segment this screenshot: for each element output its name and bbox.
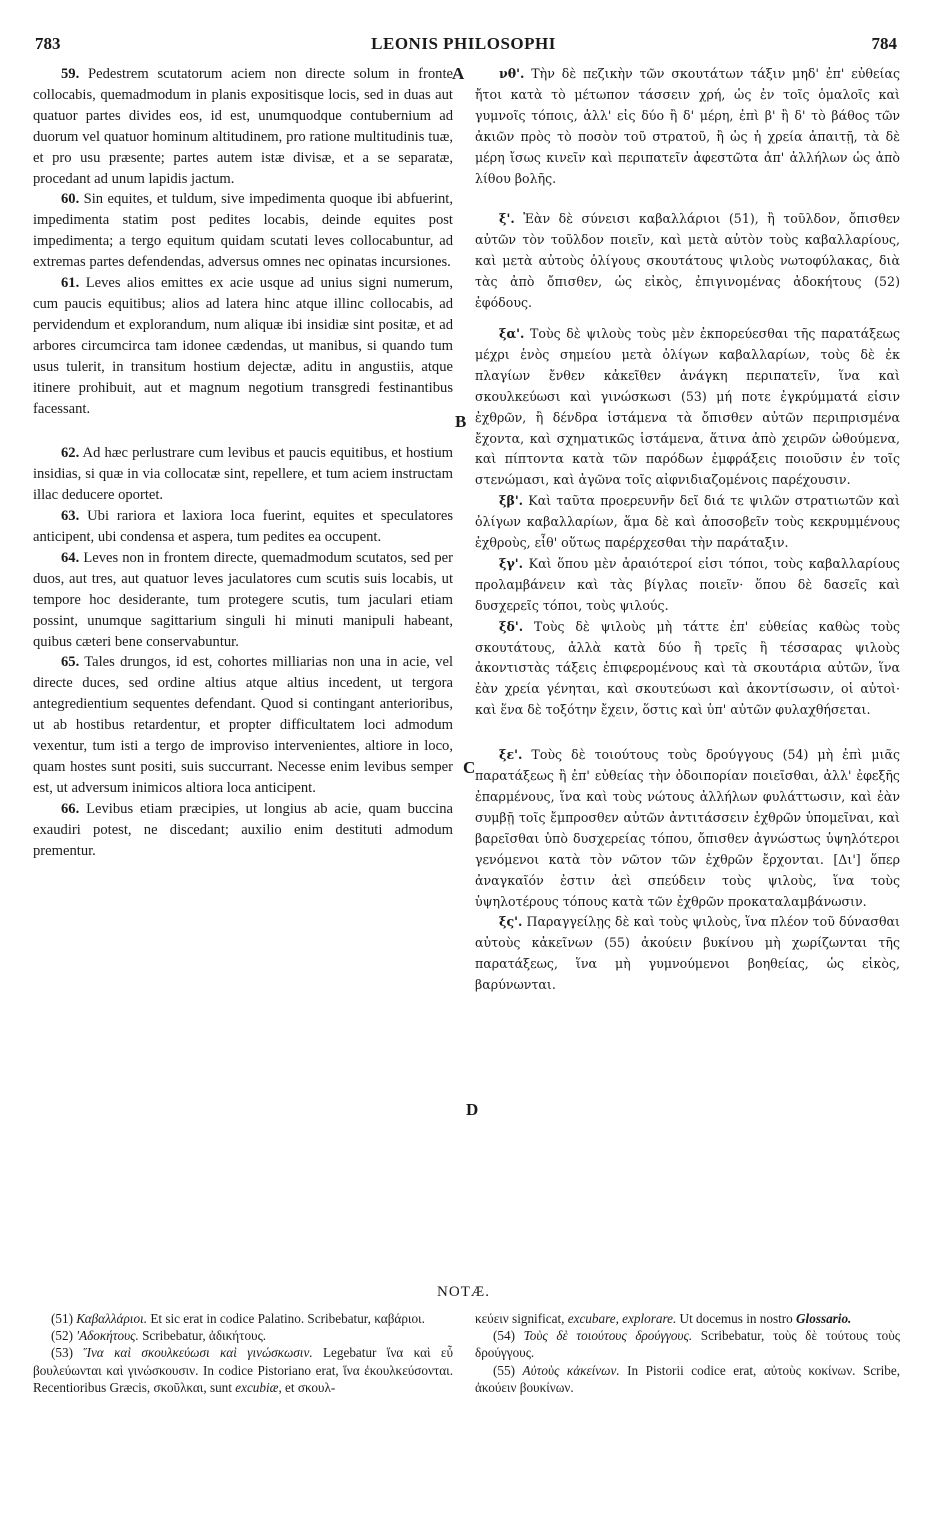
section-marker-b: B (455, 412, 467, 431)
note-term: Glossario. (796, 1311, 852, 1326)
greek-paragraph-61 (475, 324, 900, 491)
note-term: excubare, explorare. (567, 1311, 677, 1326)
paragraph-text: Pedestrem scutatorum aciem non directe solum in fronte collocabis, quemadmodum in planis expositisque locis, sed in duas aut quatuor partes divides eos, id est, unumquodque contubernium ad duorum vel quatuor hominum altitudinem, pro ratione multitudinis tuæ, et pro usu præsente; partes autem istæ divisæ, et a se separatæ, procedant ad unum lapidis jactum. (33, 66, 453, 187)
note-lemma: Ἵνα καὶ σκουλκεύωσι καὶ γινώσκωσιν. (83, 1345, 313, 1361)
paragraph-number: ξα'. (499, 325, 525, 341)
note-term: excubiæ (235, 1379, 279, 1395)
paragraph-number: νθ'. (499, 66, 525, 81)
greek-paragraph-66 (475, 912, 900, 996)
note-text: κεύειν significat, (475, 1311, 568, 1326)
note-lemma: Τοὺς δὲ τοιούτους δρούγγους. (523, 1328, 693, 1344)
paragraph-number: 63. (61, 508, 80, 525)
greek-paragraph-65 (475, 745, 900, 912)
note-text: Et sic erat in codice Palatino. Scribebatur, καβάριοι. (147, 1311, 425, 1326)
paragraph-number: 65. (61, 654, 80, 671)
paragraph-text: Τοὺς δὲ τοιούτους τοὺς δρούγγους (54) μὴ ἐπὶ μιᾶς παρατάξεως ἢ ἐπ' εὐθείας τὴν ὁδοιπορίαν ποιεῖσθαι, ἀλλ' ἐφεξῆς ἐπαρμένους, ἵνα καὶ τοὺς νώτους ἀλλήλων φυλάττωσιν, καὶ ἐὰν συμβῇ τοῖς ἔμπροσθεν αὐτῶν ἀντιτάσσειν ἐχθρῶν ὑπομεῖναι, καὶ βαρεῖσθαι ὑπὸ δυσχερείας τόπου, ὄπισθεν ἀγνώστως ὑψηλότεροι γενόμενοι κατὰ τὸν νῶτον τῶν ἐχθρῶν ἔρχονται. [Δι'] ὅπερ ἀναγκαῖόν ἐστιν ἀεὶ σπεύδειν τοὺς ψιλοὺς, ἵνα τοὺς ὑψηλοτέρους τόπους κατὰ τῶν ἐχθρῶν προκαταλαμβάνωσιν. (475, 747, 900, 909)
paragraph-number: ξς'. (499, 914, 523, 930)
paragraph-text: Παραγγείλῃς δὲ καὶ τοὺς ψιλοὺς, ἵνα πλέον τοῦ δύνασθαι αὐτοὺς κἀκεῖνων (55) ἀκούειν βυκίνου μὴ χωρίζωνται τῆς παρατάξεως, ἵνα μὴ γυμνούμενοι βοηθείας, ὡς εἰκὸς, βαρύνωνται. (475, 914, 900, 993)
paragraph-text: Leves alios emittes ex acie usque ad unius signi numerum, cum paucis equitibus; alios ad latera hinc atque illinc collocabis, ad pervidendum et explorandum, num aliquæ ibi insidiæ sint positæ, et ad arbores circumcirca tam idonee cædendas, ut manibus, si quando tum usus tulerit, in transitum hostium dejectæ, aditu in angustiis, atque itinere prohibuit, aut et magnum negotium transgredi festinantibus facessant. (33, 275, 453, 417)
note-label: (54) (493, 1328, 515, 1344)
latin-paragraph-65 (33, 652, 453, 798)
greek-paragraph-62 (475, 491, 900, 554)
note-label: (55) (493, 1362, 515, 1378)
greek-column (475, 64, 900, 996)
note-label: (52) (51, 1328, 73, 1344)
latin-paragraph-59 (33, 64, 453, 189)
note-lemma: 'Αδοκήτους. (76, 1328, 139, 1344)
paragraph-number: ξβ'. (499, 493, 524, 509)
section-marker-a: A (452, 64, 465, 83)
note-text-tail: , et σκουλ- (278, 1379, 336, 1395)
note-55 (475, 1362, 900, 1396)
paragraph-text: Τὴν δὲ πεζικὴν τῶν σκουτάτων τάξιν μηδ' ἐπ' εὐθείας ἤτοι κατὰ τὸ μέτωπον τάσσειν χρή, ὡς ἐν τοῖς ὁμαλοῖς καὶ γυμνοῖς τόποις, ἀλλ' εἰς δύο ἢ δ' μέρη, ἐπὶ β' ἢ δ' τὸ βάθος τῶν ἀκιῶν πρὸς τὸ ποσὸν τοῦ στρατοῦ, ἢ ὡς ἡ χρεία ἀπαιτῇ, τὰ δὲ μέρη ἴσως κινεῖν καὶ περιπατεῖν ἀφεστῶτα ἀπ' ἀλλήλων ὡς ἀπὸ λίθου βολῆς. (475, 66, 900, 186)
paragraph-text: Ubi rariora et laxiora loca fuerint, equites et speculatores anticipent, ubi condensa et aspera, tum pedites ea occupent. (33, 508, 453, 546)
paragraph-number: 64. (61, 549, 80, 566)
latin-column (33, 64, 453, 862)
paragraph-number: ξ'. (499, 211, 515, 227)
paragraph-text: Ad hæc perlustrare cum levibus et paucis equitibus, et hostium insidias, si quæ in via collocatæ sint, repellere, et tum aciem instructam illac deducere oportet. (33, 445, 453, 504)
paragraph-number: ξγ'. (499, 555, 524, 571)
note-text: Legebatur ἵνα καὶ εὖ βουλεύωνται καὶ γινώσκουσιν. In codice Pistoriano erat, ἵνα ἐκουλκεύσονται. Recentioribus Græcis, σκοῦλκαι, sunt (33, 1345, 453, 1395)
paragraph-number: 60. (61, 191, 80, 208)
paragraph-text: Levibus etiam præcipies, ut longius ab acie, quam buccina exaudiri potest, ne discedant; auxilio enim destituti admodum prementur. (33, 800, 453, 859)
note-53-continued (475, 1310, 900, 1327)
latin-paragraph-66 (33, 799, 453, 862)
paragraph-text: Καὶ ὅπου μὲν ἀραιότεροί εἰσι τόποι, τοὺς καβαλλαρίους προλαμβάνειν καὶ τὰς βίγλας ποιεῖν· ὅπου δὲ δασεῖς καὶ δυσχερεῖς τόποι, τοὺς ψιλούς. (475, 555, 900, 613)
note-text: In Pistorii codice erat, αὐτοὺς κοκίνων. Scribe, ἀκούειν βουκίνων. (475, 1362, 900, 1395)
note-lemma: Καβαλλάριοι. (76, 1311, 148, 1326)
greek-paragraph-60 (475, 209, 900, 314)
running-header (0, 34, 927, 58)
greek-paragraph-63 (475, 554, 900, 617)
section-marker-d: D (466, 1100, 479, 1119)
page-number-left: 783 (35, 34, 61, 53)
paragraph-text: Leves non in frontem directe, quemadmodum scutatos, sed per duos, aut tres, aut quatuor leves jaculatores cum scutis suis locabis, ut tempore hoc desiderante, tum protegere scutis, tum jaculari etiam possint, unumque sagittarium singuli hi minuti manipuli habeant, quibus cæteri bene conservabuntur. (33, 549, 453, 650)
notes-left-column (33, 1310, 453, 1396)
note-51 (33, 1310, 453, 1327)
section-marker-c: C (463, 758, 476, 777)
paragraph-text: Ἐὰν δὲ σύνεισι καβαλλάριοι (51), ἢ τοῦλδον, ὄπισθεν αὐτῶν τὸν τοῦλδον ποιεῖν, καὶ μετὰ αὐτὸν τοὺς καβαλλαρίους, καὶ μετὰ αὐτοὺς ὀλίγους σκουτάτους ψιλοὺς νωτοφύλακας, διὰ τὰς ἀπὸ ὄπισθεν, ὡς εἰκὸς, ἐπιγινομένας ἀδοκήτους (52) ἐφόδους. (475, 211, 900, 311)
notes-right-column (475, 1310, 900, 1396)
paragraph-text: Τοὺς δὲ ψιλοὺς τοὺς μὲν ἐκπορεύεσθαι τῆς παρατάξεως μέχρι ἑνὸς σημείου μετὰ ὀλίγων καβαλλαρίων, τοὺς δὲ ἐκ πλαγίων ἔνθεν κἀκεῖθεν ἀνάγκη περιπατεῖν, ἵνα καὶ σκουλκεύωσι καὶ γινώσκωσι (53) μή ποτε ἐγκρύμματά εἰσιν ἐχθρῶν, ἢ δένδρα ἱστάμενα τὰ ὄπισθεν αὐτῶν περιπρισμένα ἔχοντα, καὶ σχηματικῶς ἱστάμενα, ἅτινα ἀπὸ χειρῶν ὠθούμενα, καὶ πίπτοντα κατὰ τῶν παρόδων ἐμφράξεις ποιοῦσιν ἐν τοῖς στενώμασι, καὶ ἀγῶνα τοῖς αἰφνιδιαζομένοις παρέχουσιν. (475, 325, 900, 488)
note-53 (33, 1344, 453, 1396)
note-text: Ut docemus in nostro (676, 1311, 797, 1326)
latin-paragraph-63 (33, 506, 453, 548)
note-54 (475, 1327, 900, 1361)
note-52 (33, 1327, 453, 1344)
note-lemma: Αὐτοὺς κἀκείνων. (522, 1362, 620, 1378)
greek-paragraph-59 (475, 64, 900, 189)
latin-paragraph-61 (33, 273, 453, 419)
latin-paragraph-64 (33, 548, 453, 653)
greek-paragraph-64 (475, 617, 900, 722)
paragraph-text: Τοὺς δὲ ψιλοὺς μὴ τάττε ἐπ' εὐθείας καθὼς τοὺς σκουτάτους, ἀλλὰ κατὰ δύο ἢ τρεῖς ἢ τέσσαρας ψιλοὺς ἀκοντιστὰς τάξεις ἐπιφερομένους καὶ τὰ σκουτάρια αὐτῶν, ἵνα ἐὰν χρεία γένηται, καὶ σκουτεύωσι καὶ ἀκοντίσωσιν, οἱ αὐτοὶ· καὶ ἕνα δὲ τοξότην ἔχειν, ὅστις καὶ ὑπ' αὐτῶν φυλαχθήσεται. (475, 618, 900, 718)
running-title: LEONIS PHILOSOPHI (371, 34, 556, 53)
paragraph-number: ξδ'. (499, 618, 524, 634)
notes-heading: NOTÆ. (437, 1284, 490, 1300)
note-label: (51) (51, 1311, 73, 1326)
note-text: Scribebatur, ἀδικήτους. (138, 1328, 267, 1344)
note-text: Scribebatur, τοὺς δὲ τούτους τοὺς δρούγγους. (475, 1328, 900, 1361)
paragraph-number: 66. (61, 800, 80, 817)
paragraph-number: 59. (61, 66, 80, 82)
page-number-right: 784 (871, 34, 897, 53)
latin-paragraph-62 (33, 443, 453, 506)
paragraph-number: ξε'. (499, 747, 523, 763)
paragraph-text: Sin equites, et tuldum, sive impedimenta quoque ibi abfuerint, impedimenta statim post pedites locabis, deinde equites post impedimenta; a tergo equitum quidam scutati leves collocabuntur, ad extremas partes defendendas, adversus omnes nec opinatas incursiones. (33, 191, 453, 271)
latin-paragraph-60 (33, 189, 453, 273)
paragraph-number: 62. (61, 445, 80, 462)
paragraph-number: 61. (61, 275, 80, 292)
note-label: (53) (51, 1345, 73, 1361)
paragraph-text: Tales drungos, id est, cohortes milliarias non una in acie, vel directe duces, sed ordine altius atque altius incedent, ut tergora antegredientium sequentes defendant. Quod si contingant anterioribus, ut ab hostibus retardentur, et propter difficultatem loci admodum vexentur, tum isti a tergo de improviso intervenientes, altiore in loco, quam hostes sunt positi, suis succurrant. Necesse enim levibus semper est, ut adversum inimicos altiora loca anticipent. (33, 654, 453, 796)
paragraph-text: Καὶ ταῦτα προερευνῆν δεῖ διά τε ψιλῶν στρατιωτῶν καὶ ὀλίγων καβαλλαρίων, ἅμα δὲ καὶ ἀποσοβεῖν τοὺς κεκρυμμένους ἐχθροὺς, εἶθ' οὕτως παρέρχεσθαι τὴν παράταξιν. (475, 493, 900, 551)
